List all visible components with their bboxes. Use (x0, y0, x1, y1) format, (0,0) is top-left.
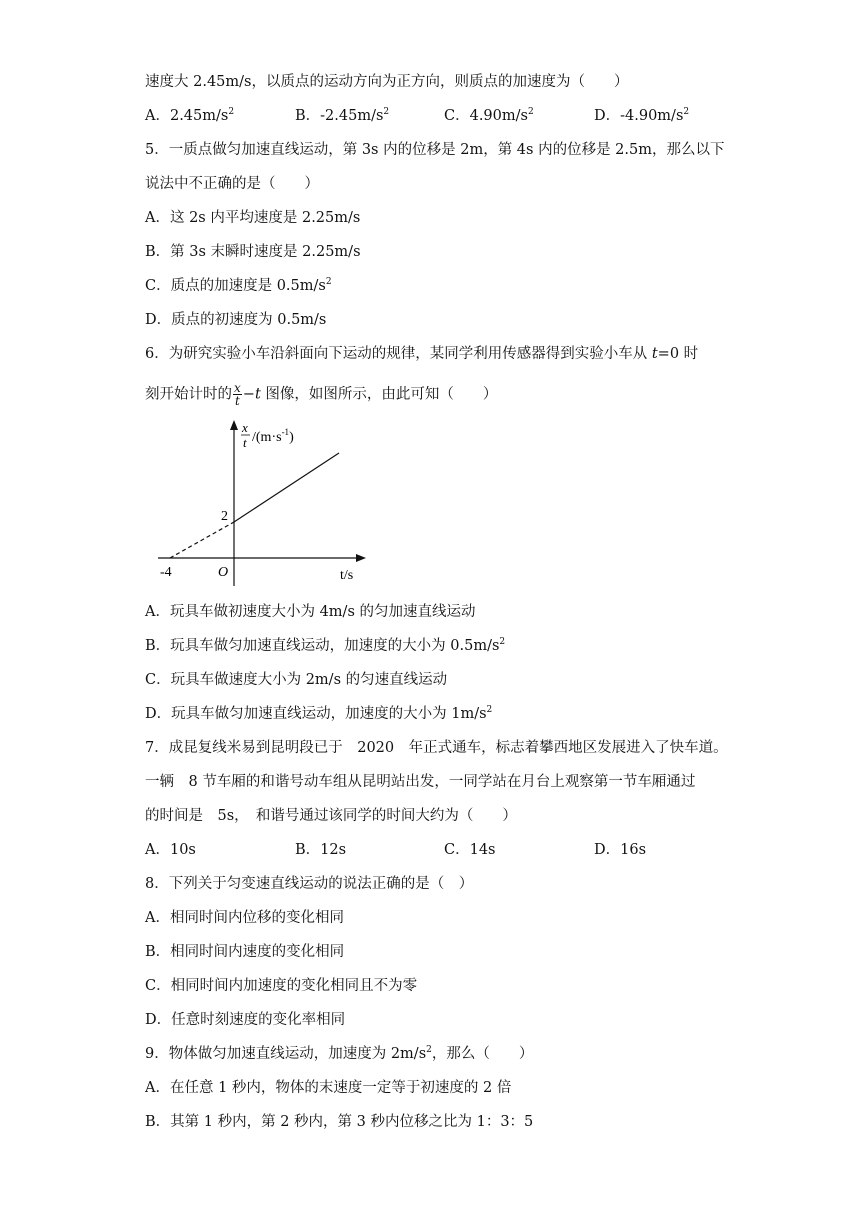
q5-stem-line1: 5．一质点做匀加速直线运动，第 3s 内的位移是 2m，第 4s 内的位移是 2.5m，那么以下 (145, 142, 725, 158)
q5-stem-line2: 说法中不正确的是（ ） (145, 176, 319, 192)
q7-stem-line3: 的时间是 5s， 和谐号通过该同学的时间大约为（ ） (145, 808, 517, 824)
q8-option-d[interactable]: D．任意时刻速度的变化率相同 (145, 1012, 346, 1028)
q9-option-b[interactable]: B．其第 1 秒内，第 2 秒内，第 3 秒内位移之比为 1：3：5 (145, 1114, 534, 1130)
q6-option-b[interactable]: B．玩具车做匀加速直线运动，加速度的大小为 $0.5m/s^2$ (145, 637, 506, 654)
y-axis-arrow (230, 420, 238, 430)
y-intercept-label: 2 (221, 509, 228, 524)
q8-option-a[interactable]: A．相同时间内位移的变化相同 (145, 910, 344, 926)
q7-option-a[interactable]: A．10s (145, 842, 196, 858)
q6-stem-line1: 6．为研究实验小车沿斜面向下运动的规律，某同学利用传感器得到实验小车从 t=0 时 (145, 346, 699, 362)
q4-option-d[interactable]: D．$-4.90m/s^2$ (594, 107, 690, 124)
q6-stem-line2: 刻开始计时的 $\frac{x}{t}$ −t 图像，如图所示，由此可知（ ） (145, 381, 498, 408)
q8-stem: 8．下列关于匀变速直线运动的说法正确的是（ ） (145, 876, 474, 892)
q8-option-b[interactable]: B．相同时间内速度的变化相同 (145, 944, 345, 960)
q5-option-b[interactable]: B．第 3s 末瞬时速度是 2.25m/s (145, 244, 361, 260)
y-label-num: x (242, 420, 248, 435)
q7-option-c[interactable]: C．14s (444, 842, 496, 858)
x-axis-label: t/s (340, 568, 354, 583)
q6-option-d[interactable]: D．玩具车做匀加速直线运动，加速度的大小为 $1m/s^2$ (145, 705, 493, 722)
q4-option-b[interactable]: B．$-2.45m/s^2$ (295, 107, 390, 124)
q5-option-d[interactable]: D．质点的初速度为 0.5m/s (145, 312, 327, 328)
graph-line-dashed (170, 522, 234, 558)
q4-text: 速度大 2.45m/s，以质点的运动方向为正方向，则质点的加速度为（ ） (145, 74, 629, 90)
q7-option-d[interactable]: D．16s (594, 842, 647, 858)
q8-option-c[interactable]: C．相同时间内加速度的变化相同且不为零 (145, 978, 418, 994)
q9-option-a[interactable]: A．在任意 1 秒内，物体的末速度一定等于初速度的 2 倍 (145, 1080, 512, 1096)
y-unit: $/(m\cdot s^{-1})$ (252, 427, 294, 445)
x-intercept-label: -4 (160, 565, 172, 580)
q4-option-a[interactable]: A．$2.45m/s^2$ (145, 107, 235, 124)
q7-stem-line2: 一辆 8 节车厢的和谐号动车组从昆明站出发，一同学站在月台上观察第一节车厢通过 (145, 774, 696, 790)
q5-option-c[interactable]: C．质点的加速度是 $0.5m/s^2$ (145, 277, 332, 294)
q6-fraction: $\frac{x}{t}$ (234, 381, 241, 408)
origin-label: O (218, 565, 229, 580)
q6-option-a[interactable]: A．玩具车做初速度大小为 4m/s 的匀加速直线运动 (145, 604, 476, 620)
graph-line-solid (234, 453, 339, 522)
y-label-den: t (243, 435, 247, 450)
q6-option-c[interactable]: C．玩具车做速度大小为 2m/s 的匀速直线运动 (145, 672, 448, 688)
q4-option-c[interactable]: C．$4.90m/s^2$ (444, 107, 534, 124)
q7-option-b[interactable]: B．12s (295, 842, 347, 858)
q9-stem: 9．物体做匀加速直线运动，加速度为 $2m/s^2$，那么（ ） (145, 1045, 534, 1062)
q7-stem-line1: 7．成昆复线米易到昆明段已于 2020 年正式通车，标志着攀西地区发展进入了快车道。 (145, 740, 728, 756)
xt-t-graph (150, 418, 380, 590)
x-axis-arrow (356, 554, 366, 562)
q5-option-a[interactable]: A．这 2s 内平均速度是 2.25m/s (145, 210, 361, 226)
